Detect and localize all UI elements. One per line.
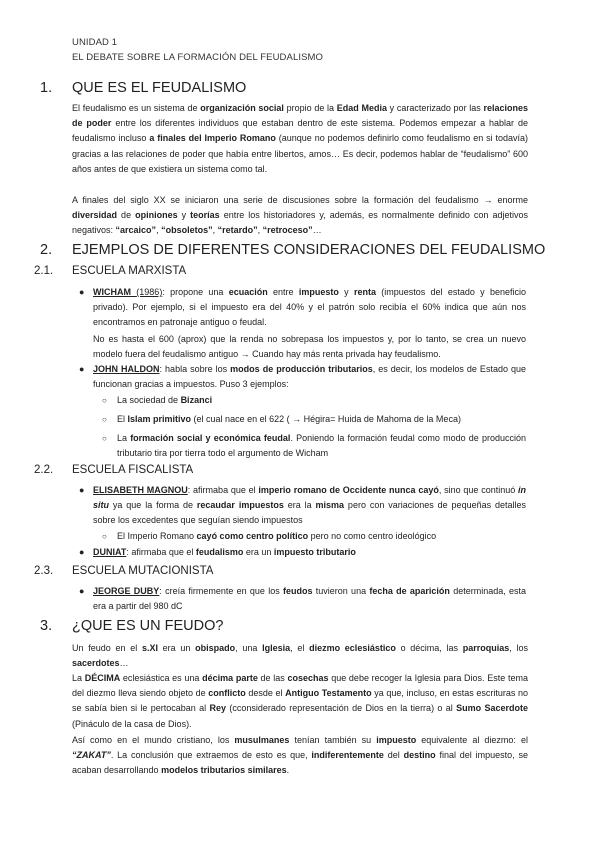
subsection-heading [34,464,193,476]
text-run: : afirmaba que el [187,485,259,495]
text-run: fecha de aparición [369,586,450,596]
text-run: La [72,673,85,683]
section-title: ¿QUE ES UN FEUDO? [72,618,224,634]
text-run: (1986) [136,287,163,297]
text-run: impuesto [298,287,339,297]
section-title: QUE ES EL FEUDALISMO [72,80,247,96]
text-run: “obsoletos” [161,225,213,236]
text-run: tenían también su [289,735,377,745]
text-run: Bizanci [180,395,213,405]
text-run: impuesto tributario [273,547,356,557]
text-run: Sumo Sacerdote [456,703,528,714]
text-run: DÉCIMA [84,673,121,683]
bullet-dot: ● [79,364,85,374]
text-run: décima parte [202,673,258,683]
text-run: La sociedad de [117,395,181,405]
text-run: WICHAM [93,287,131,297]
subsection-number: 2.2. [34,464,54,476]
text-run: desde el [245,688,286,699]
text-run: : habla sobre los [159,364,231,374]
subsection-heading [34,565,213,577]
section-title: EJEMPLOS DE DIFERENTES CONSIDERACIONES DEL FEUDALISMO [72,242,546,258]
text-run: cosechas [287,673,329,683]
text-run: tuvieron una [312,586,370,596]
text-run: No es hasta el 600 (aprox) que la renda no sobrepasa los impuestos y, por lo tanto, se crea un nuevo modelo fuera del feudalismo antiguo → Cuando hay más renta privada hay feudalismo. [93,334,526,360]
text-run: (Pináculo de la casa de Dios). [72,718,192,729]
text-run: DUNIAT [93,547,127,557]
text-run: JEORGE DUBY [93,586,160,596]
sub-bullet-item [117,431,526,461]
text-run: : propone una [162,287,229,297]
text-run: pero no como centro ideológico [308,531,437,541]
text-run: A finales del siglo XX se iniciaron una serie de discusiones sobre la formación del feudalismo → enorme [72,195,528,205]
subsection-title: ESCUELA FISCALISTA [72,464,194,476]
text-run: El feudalismo es un sistema de [72,103,201,113]
text-run: El Imperio Romano [117,531,197,541]
text-run: , el [290,643,310,653]
text-run: del [383,750,404,761]
text-run: imperio romano de Occidente nunca cayó [258,485,439,495]
text-run: era un [243,547,274,557]
bullet-item [93,362,526,392]
text-run: JOHN HALDON [93,364,160,374]
text-run: Iglesia [262,643,291,653]
subsection-number: 2.3. [34,565,54,577]
text-run: renta [353,287,376,297]
paragraph [72,733,528,779]
text-run: Islam primitivo [127,414,192,424]
text-run: y [177,210,191,221]
text-run: . [286,765,290,776]
text-run: El [117,414,128,424]
text-run: … [119,658,129,669]
text-run: (cconsiderado representación de Dios en la tierra) o al [226,703,457,714]
text-run: “arcaico” [115,225,157,236]
sub-bullet-circle: ○ [102,396,107,405]
text-run: , [257,225,263,236]
text-run: Edad Media [336,103,387,113]
text-run: La [117,433,131,443]
paragraph [72,193,528,239]
bullet-item [93,584,526,614]
text-run: “ZAKAT” [72,750,111,761]
subsection-title: ESCUELA MARXISTA [72,265,187,277]
text-run: organización social [200,103,284,113]
text-run: : creía firmemente en que los [159,586,283,596]
text-run: Rey [209,703,227,714]
sub-bullet-circle: ○ [102,434,107,443]
text-run: feudos [282,586,313,596]
text-run: indiferentemente [311,750,384,761]
text-run: diezmo eclesiástico [309,643,396,653]
section-1-heading [40,80,246,96]
text-run: obispado [195,643,236,653]
text-run: ecuación [228,287,268,297]
text-run: (el cual nace en el 622 ( → Hégira= Huida de Mahoma de la Meca) [191,414,461,424]
text-run: opiniones [135,210,178,221]
subsection-title: ESCUELA MUTACIONISTA [72,565,214,577]
text-run: Antiguo Testamento [285,688,372,699]
bullet-continuation [93,332,526,362]
text-run: in situ [93,485,526,511]
bullet-dot: ● [79,547,85,557]
text-run: determinada, esta era a partir del 980 dC [93,586,527,612]
text-run: : afirmaba que el [126,547,196,557]
section-number: 3. [40,618,53,634]
text-run: diversidad [72,210,118,221]
text-run: que debe recoger la Iglesia para Dios. Este tema del diezmo lleva siendo objeto de [72,673,528,699]
text-run: ya que, incluso, en estas escrituras no se sabía bien si le pertocaban al [72,688,528,714]
text-run: . La conclusión que extraemos de esto es que, [110,750,312,761]
text-run: ya que la forma de [109,500,197,511]
section-3-heading [40,618,223,634]
text-run: Un feudo en el [72,643,142,653]
text-run: “retardo” [217,225,258,236]
subsection-heading [34,265,186,277]
text-run: impuesto [376,735,417,745]
unit-label: UNIDAD 1 [72,37,118,48]
text-run: relaciones de poder [72,103,528,129]
text-run: final del impuesto, se acaban desarrollando [72,750,528,776]
text-run: formación social y económica feudal [130,433,291,443]
text-run: . Poniendo la formación feudal como modo de producción tributario tira por tierra todo el argumento de Wicham [117,433,526,459]
text-run: modos de producción tributarios [230,364,373,374]
section-number: 1. [40,80,53,96]
text-run: modelos tributarios similares [161,765,287,776]
bullet-item [93,483,526,529]
text-run: … [312,225,322,236]
document-subtitle: EL DEBATE SOBRE LA FORMACIÓN DEL FEUDALISMO [72,52,324,63]
text-run: , es decir, los modelos de Estado que funcionan gracias a impuestos. Puso 3 ejemplos: [93,364,526,390]
bullet-item [93,545,526,560]
text-run: parroquias [462,643,510,653]
text-run: entre los historiadores y, además, es normalmente definido con adjetivos negativos: [72,210,528,236]
text-run: ELISABETH MAGNOU [93,485,188,495]
text-run: a finales del Imperio Romano [149,133,276,144]
text-run: sacerdotes [72,658,120,669]
sub-bullet-item [117,412,526,427]
text-run: , [212,225,218,236]
text-run: destino [403,750,436,761]
text-run: Así como en el mundo cristiano, los [72,735,235,745]
subsection-number: 2.1. [34,265,54,277]
text-run: “retroceso” [262,225,313,236]
text-run: s.XI [141,643,158,653]
text-run: y [338,287,354,297]
text-run: feudalismo [195,547,244,557]
text-run: teorías [190,210,220,221]
sub-bullet-item [117,529,526,544]
section-2-heading [40,242,545,258]
bullet-dot: ● [79,586,85,596]
text-run: cayó como centro político [196,531,309,541]
text-run: equivalente al diezmo: el [416,735,528,745]
text-run: (impuestos del estado y beneficio privado). Por ejemplo, si el impuesto era del 40% y el patrón solo recibía el 60% indica que aún nos encontramos en patronaje antiguo o feudal. [93,287,526,328]
bullet-item [93,285,526,331]
bullet-dot: ● [79,485,85,495]
paragraph [72,671,528,732]
text-run: y caracterizado por las [386,103,484,113]
sub-bullet-item [117,393,526,408]
text-run: recaudar impuestos [196,500,284,511]
bullet-dot: ● [79,287,85,297]
text-run: pero con variaciones de pequeñas detalles sobre los excedentes que seguían siendo impuestos [93,500,527,526]
text-run: musulmanes [234,735,290,745]
text-run: , una [235,643,263,653]
text-run: entre [267,287,299,297]
text-run: conflicto [208,688,246,699]
text-run: era la [283,500,316,511]
text-run: propio de la [283,103,337,113]
text-run: , [156,225,162,236]
sub-bullet-circle: ○ [102,532,107,541]
text-run: , sino que continuó [438,485,518,495]
sub-bullet-circle: ○ [102,415,107,424]
text-run: o décima, las [395,643,463,653]
text-run: era un [157,643,196,653]
text-run: misma [315,500,345,511]
section-number: 2. [40,242,53,258]
text-run: eclesiástica es una [120,673,203,683]
text-run: entre los diferentes individuos que estaban dentro de este sistema. Podemos empezar a hablar de feudalismo incluso [72,118,528,144]
text-run: de [117,210,136,221]
paragraph [72,641,528,671]
text-run: , los [509,643,528,653]
text-run: (aunque no podemos definirlo como feudalismo en si todavía) gracias a las relaciones de poder que había entre libertos, amos… Es decir, podemos hablar de “feudalismo” 600 años antes de que existiera un sistema como tal. [72,133,528,174]
paragraph [72,101,528,177]
text-run: de las [257,673,288,683]
